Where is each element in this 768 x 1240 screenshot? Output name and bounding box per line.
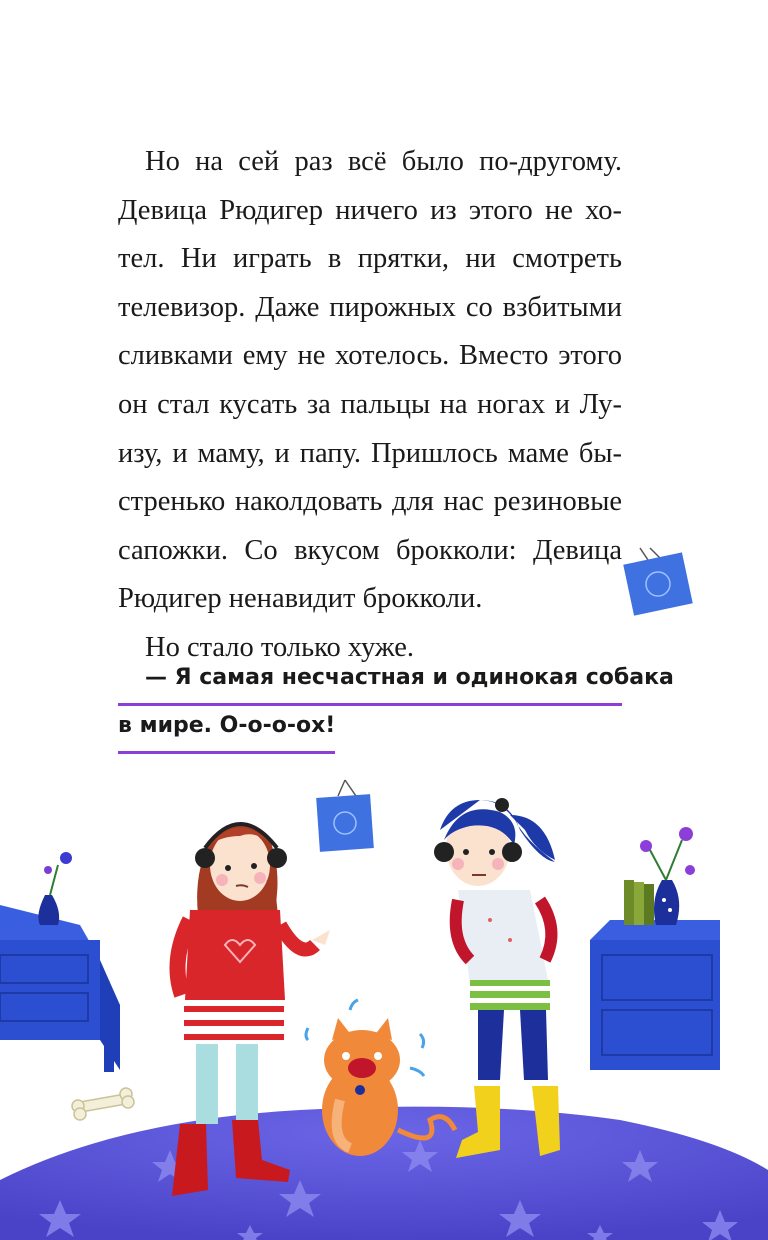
speech-line-1 <box>118 656 674 704</box>
body-line-9: сапожки. Со вкусом брокколи: Девица <box>118 534 622 566</box>
speech-line-1-text: — Я самая несчастная и одинокая собака <box>118 656 622 706</box>
body-line-6: он стал кусать за пальцы на ногах и Лу- <box>118 388 622 420</box>
body-line-8: стренько наколдовать для нас резиновые <box>118 486 622 518</box>
crying-cat <box>306 1000 455 1156</box>
body-line-1: Но на сей раз всё было по-другому. <box>145 146 622 177</box>
body-line-2: Девица Рюдигер ничего из этого не хо- <box>118 194 622 226</box>
speech-line-2 <box>118 704 622 752</box>
body-line-11: Но стало только хуже. <box>145 631 414 663</box>
body-line-3: тел. Ни играть в прятки, ни смотреть <box>118 243 622 275</box>
dog-speech <box>118 656 674 752</box>
body-text <box>118 138 622 673</box>
speech-line-2-text: в мире. О-о-о-ох! <box>118 704 335 754</box>
picture-frame-middle <box>316 780 374 852</box>
body-line-5: сливками ему не хотелось. Вместо этого <box>118 340 622 372</box>
left-dresser <box>0 852 120 1072</box>
body-line-7: изу, и маму, и папу. Пришлось маме бы- <box>118 437 622 469</box>
bone <box>72 1088 134 1120</box>
right-dresser <box>590 827 720 1070</box>
girl-right <box>434 798 560 1158</box>
body-line-4: телевизор. Даже пирожных со взбитыми <box>118 291 622 323</box>
picture-frame-top <box>623 548 693 616</box>
body-line-10: Рюдигер ненавидит брокколи. <box>118 583 483 615</box>
